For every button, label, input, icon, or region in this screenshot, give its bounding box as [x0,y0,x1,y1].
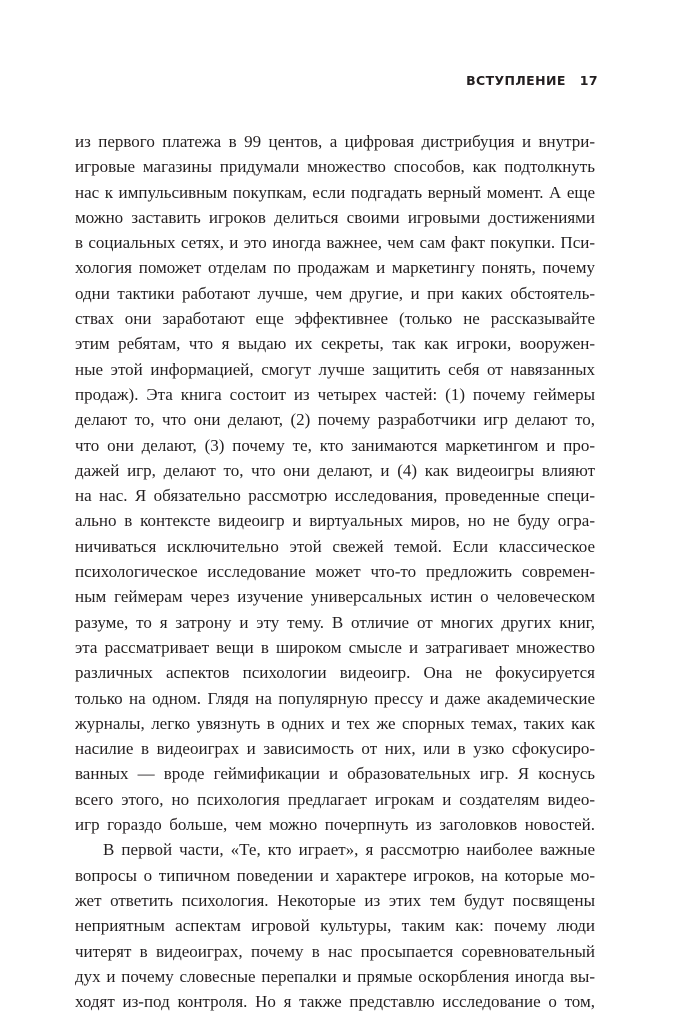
text-line: дажей игр, делают то, что они делают, и (4) как видеоигры влияют [75,460,595,480]
text-line: неприятным аспектам игровой культуры, таким как: почему люди [75,916,595,936]
text-line: жет ответить психология. Некоторые из этих тем будут посвящены [75,890,595,910]
text-line: насилие в видеоиграх и зависимость от них, или в узко сфокусиро- [75,739,595,759]
text-line: этим ребятам, что я выдаю их секреты, так как игроки, вооружен- [75,334,595,354]
text-line: ные этой информацией, смогут лучше защитить себя от навязанных [75,359,595,379]
text-line: на нас. Я обязательно рассмотрю исследования, проведенные специ- [75,486,595,506]
text-line: хология поможет отделам по продажам и маркетингу понять, почему [75,258,595,278]
text-line: в социальных сетях, и это иногда важнее, чем сам факт покупки. Пси- [75,233,595,253]
text-line: журналы, легко увязнуть в одних и тех же спорных темах, таких как [75,713,595,733]
text-line: В первой части, «Те, кто играет», я рассмотрю наиболее важные [103,840,595,860]
text-line: ванных — вроде геймификации и образовательных игр. Я коснусь [75,764,595,784]
text-line: можно заставить игроков делиться своими игровыми достижениями [75,207,595,227]
text-line: читерят в видеоиграх, почему в нас просыпается соревновательный [75,941,595,961]
text-line: разуме, то я затрону и эту тему. В отличие от многих других книг, [75,612,595,632]
text-line: одни тактики работают лучше, чем другие, и при каких обстоятель- [75,283,595,303]
text-line: ным геймерам через изучение универсальных истин о человеческом [75,587,595,607]
body-text [75,129,595,1014]
text-line: нас к импульсивным покупкам, если подгадать верный момент. А еще [75,182,595,202]
text-line: дух и почему словесные перепалки и прямые оскорбления иногда вы- [75,966,595,986]
text-line: игровые магазины придумали множество способов, как подтолкнуть [75,157,595,177]
text-line: ально в контексте видеоигр и виртуальных миров, но не буду огра- [75,511,595,531]
text-line: вопросы о типичном поведении и характере игроков, на которые мо- [75,865,595,885]
text-line: различных аспектов психологии видеоигр. Она не фокусируется [75,663,595,683]
text-line: психологическое исследование может что-то предложить современ- [75,562,595,582]
running-head [466,73,598,88]
text-line: эта рассматривает вещи в широком смысле и затрагивает множество [75,637,595,657]
text-line: ходят из-под контроля. Но я также представлю исследование о том, [75,992,595,1012]
text-line: из первого платежа в 99 центов, а цифровая дистрибуция и внутри- [75,132,595,151]
text-line: ничиваться исключительно этой свежей темой. Если классическое [75,536,595,556]
text-line: ствах они заработают еще эффективнее (только не рассказывайте [75,309,595,329]
text-line: продаж). Эта книга состоит из четырех частей: (1) почему геймеры [75,384,595,404]
section-title: ВСТУПЛЕНИЕ [466,73,566,88]
text-line: делают то, что они делают, (2) почему разработчики игр делают то, [75,410,595,430]
text-line: что они делают, (3) почему те, кто занимаются маркетингом и про- [75,435,595,455]
text-line: всего этого, но психология предлагает игрокам и создателям видео- [75,789,595,809]
text-line: игр гораздо больше, чем можно почерпнуть из заголовков новостей. [75,815,595,835]
page-number: 17 [579,73,598,88]
text-line: только на одном. Глядя на популярную прессу и даже академические [75,688,595,708]
